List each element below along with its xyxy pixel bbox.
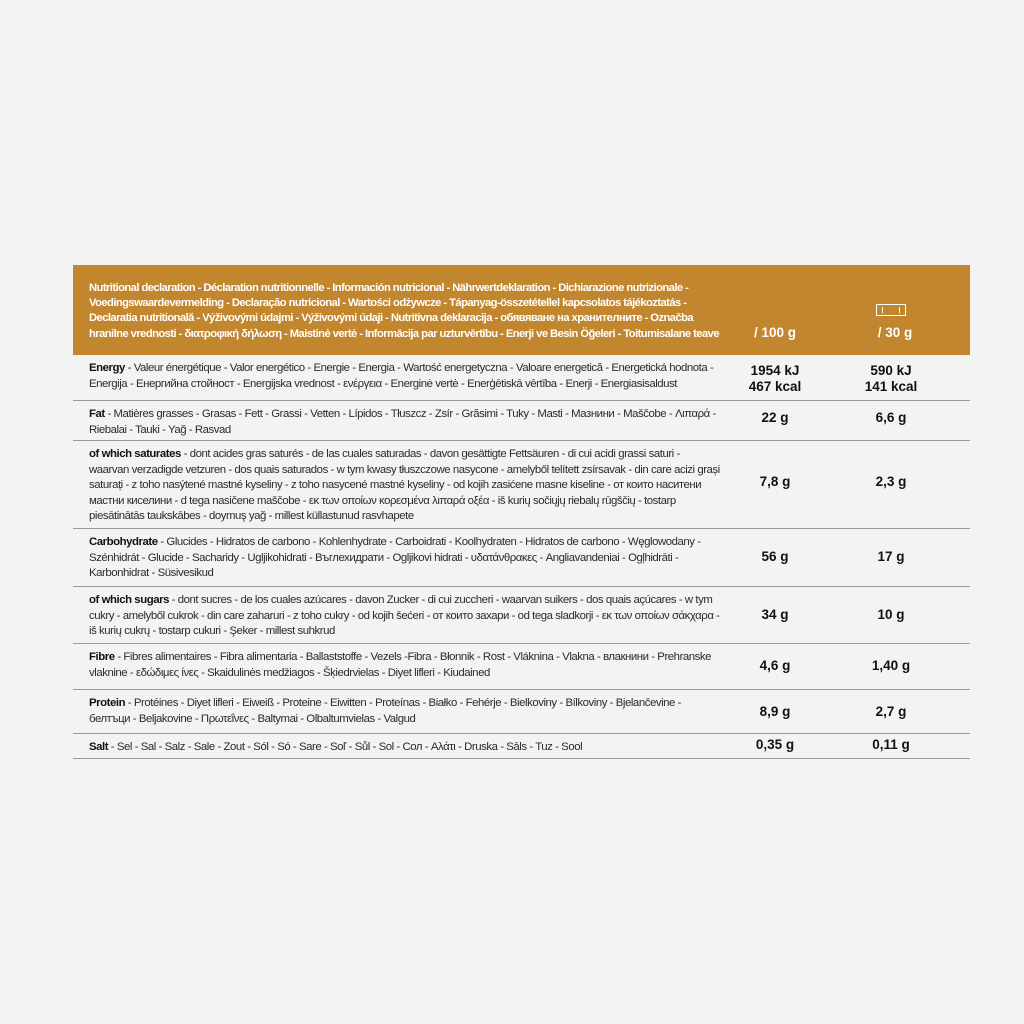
value-per-100g: 56 g <box>761 549 789 564</box>
nutrient-name: Salt <box>89 741 109 753</box>
row-salt <box>73 734 970 759</box>
column-header-per-100g: / 100 g <box>753 325 797 340</box>
bar-portion-icon <box>876 304 906 316</box>
nutrient-name: Fibre <box>89 651 115 663</box>
value-per-30g: 10 g <box>877 607 905 622</box>
nutrient-name: Fat <box>89 408 105 420</box>
translations: - dont acides gras saturés - de las cuales saturadas - davon gesättigte Fettsäuren - di cui acidi grassi saturi - waarvan verzadigde vetzuren - dos quais saturados - w tym kwasy tłuszczowe nasycone - amelyből telített zsírsavak - din care acizi grași saturați - z toho nasýtené mastné kyseliny - z toho nasycené mastné kyseliny - od kojih zasićene masne kiseline - от които наситени мастни киселини - d tega nasičene maščobe - εκ των οποίων κορεσμένα λιπαρά οξέα - iš kurių sočiųjų riebalų rūgščių - tostarp piesātinātās taukskābes - doymuş yağ - millest küllastunud rasvhapete <box>89 448 720 523</box>
value-per-30g: 6,6 g <box>875 410 907 425</box>
value-per-100g: 7,8 g <box>759 474 791 489</box>
translations: - Protéines - Diyet lifleri - Eiweiß - Proteine - Eiwitten - Proteínas - Białko - Fehérje - Bielkoviny - Bílkoviny - Bjelančevine - белтъци - Beljakovine - Πρωτεΐνες - Baltymai - Olbaltumvielas - Valgud <box>89 697 681 725</box>
value-per-30g: 2,7 g <box>875 704 907 719</box>
row-label <box>89 740 721 756</box>
value-per-30g: 17 g <box>877 549 905 564</box>
bar-icon-segment <box>882 307 883 313</box>
value-per-100g: 4,6 g <box>759 658 791 673</box>
row-label <box>89 535 721 582</box>
value-per-100g: 1954 kJ 467 kcal <box>748 363 802 394</box>
value-per-30g: 590 kJ 141 kcal <box>864 363 918 394</box>
row-label <box>89 407 721 438</box>
nutrient-name: of which saturates <box>89 448 181 460</box>
row-label <box>89 650 721 681</box>
value-per-100g: 8,9 g <box>759 704 791 719</box>
row-sugars <box>73 587 970 644</box>
row-energy <box>73 355 970 401</box>
nutrient-name: of which sugars <box>89 594 169 606</box>
translations: - Matières grasses - Grasas - Fett - Grassi - Vetten - Lípidos - Tłuszcz - Zsír - Grăsimi - Tuky - Masti - Мазнини - Maščobe - Λιπαρά - Riebalai - Tauki - Yağ - Rasvad <box>89 408 716 436</box>
nutrition-table <box>73 265 970 753</box>
row-fat <box>73 401 970 441</box>
value-per-100g: 22 g <box>761 410 789 425</box>
nutrient-name: Protein <box>89 697 126 709</box>
row-label <box>89 447 721 525</box>
bar-icon-segment <box>899 307 900 313</box>
translations: - dont sucres - de los cuales azúcares - davon Zucker - di cui zuccheri - waarvan suikers - dos quais açúcares - w tym cukry - amelyből cukrok - din care zaharuri - z toho cukry - od kojih šećeri - от които захари - od tega sladkorji - εκ των οποίων σάκχαρα - iš kurių cukrų - tostarp cukuri - Şeker - millest suhkrud <box>89 594 720 638</box>
value-per-100g: 34 g <box>761 607 789 622</box>
table-header <box>73 265 970 355</box>
row-carbohydrate <box>73 529 970 587</box>
header-title: Nutritional declaration - Déclaration nutritionnelle - Información nutricional - Nährwertdeklaration - Dichiarazione nutrizionale - Voedingswaardevermelding - Declaração nutricional - Wartości odżywcze - Tápanyag-összetétellel kapcsolatos tájékoztatás - Declaratia nutritională - Výživovými údajmi - Výživovými údaji - Nutritivna deklaracija - обявяване на хранителните - Označba hranilne vrednosti - διατροφική δήλωση - Maistinė vertė - Informācija par uzturvērtību - Enerji ve Besin Öğeleri - Toitumisalane teave <box>89 282 719 340</box>
row-protein <box>73 690 970 734</box>
nutrient-name: Carbohydrate <box>89 536 158 548</box>
value-per-30g: 2,3 g <box>875 474 907 489</box>
value-per-100g: 0,35 g <box>755 737 795 752</box>
row-label <box>89 361 721 392</box>
row-label <box>89 696 721 727</box>
column-header-per-30g: / 30 g <box>877 325 913 340</box>
translations: - Fibres alimentaires - Fibra alimentaria - Ballaststoffe - Vezels -Fibra - Błonnik - Rost - Vláknina - Vlakna - влакнини - Prehranske vlaknine - εδώδιμες ίνες - Skaidulinės medžiagos - Šķiedrvielas - Diyet lifleri - Kiudained <box>89 651 712 679</box>
row-saturates <box>73 441 970 529</box>
value-per-30g: 1,40 g <box>871 658 911 673</box>
nutrient-name: Energy <box>89 362 125 374</box>
translations: - Valeur énergétique - Valor energético - Energie - Energia - Wartość energetyczna - Valoare energetică - Energetická hodnota - Energija - Енергийна стойност - Energijska vrednost - ενέργεια - Energinė vertė - Enerģētiskā vērtība - Enerji - Energiasisaldust <box>89 362 714 390</box>
translations: - Sel - Sal - Salz - Sale - Zout - Sól - Só - Sare - Soľ - Sůl - Sol - Сол - Αλάτι - Druska - Sāls - Tuz - Sool <box>108 741 583 753</box>
translations: - Glucides - Hidratos de carbono - Kohlenhydrate - Carboidrati - Koolhydraten - Hidratos de carbono - Węglowodany - Szénhidrát - Glucide - Sacharidy - Ugljikohidrati - Въглехидрати - Ogljikovi hidrati - υδατάνθρακες - Angliavandeniai - Ogļhidrāti - Karbonhidrat - Süsivesikud <box>89 536 701 580</box>
value-per-30g: 0,11 g <box>872 737 910 752</box>
row-fibre <box>73 644 970 690</box>
row-label <box>89 593 721 640</box>
